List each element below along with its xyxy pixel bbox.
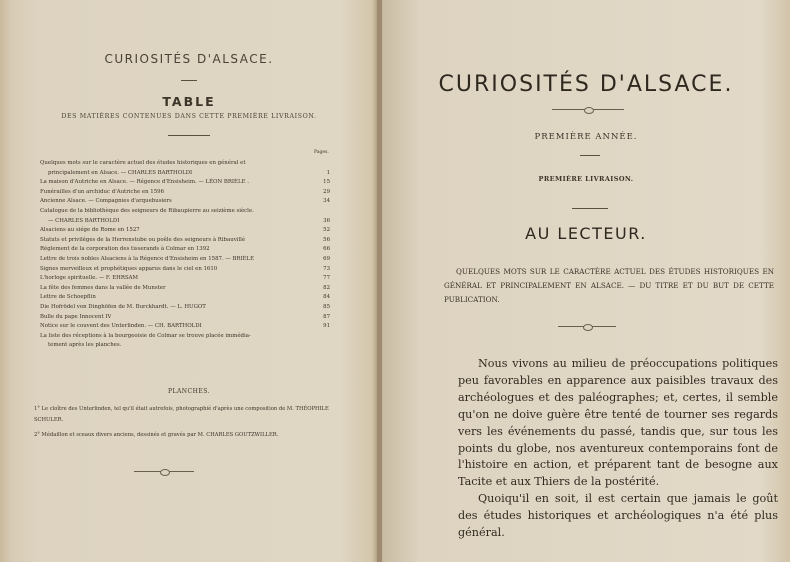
short-rule <box>580 155 600 156</box>
pages-column-label: Pages. <box>314 150 329 155</box>
toc-entry-title: La fête des femmes dans la vallée de Munster <box>40 284 166 291</box>
divider-rule <box>572 208 608 209</box>
toc-entry-page: 52 <box>323 227 330 234</box>
body-text <box>458 356 778 542</box>
toc-entry-page: 84 <box>323 294 330 301</box>
toc-entry <box>40 236 330 246</box>
toc-entry <box>40 217 330 227</box>
toc-entry-page: 87 <box>323 313 330 320</box>
toc-entry <box>40 265 330 275</box>
toc-entry <box>40 159 330 169</box>
section-heading: AU LECTEUR. <box>525 224 647 243</box>
table-subtitle: DES MATIÈRES CONTENUES DANS CETTE PREMIÈRE LIVRAISON. <box>61 113 317 120</box>
left-page <box>0 0 378 562</box>
year-line: PREMIÈRE ANNÉE. <box>534 132 638 142</box>
divider-rule <box>168 135 210 136</box>
toc-entry <box>40 274 330 284</box>
toc-entry-title: La liste des réceptions à la bourgeoisie de Colmar se trouve placée immédia- <box>40 332 251 339</box>
toc-entry <box>40 207 330 217</box>
toc-entry <box>40 197 330 207</box>
toc-entry-page: 82 <box>323 284 330 291</box>
toc-entry-title: Signes merveilleux et prophétiques apparus dans le ciel en 1610 <box>40 265 218 272</box>
toc-entry-page: 77 <box>323 275 330 282</box>
toc-entry-title: Catalogue de la bibliothèque des seigneurs de Ribaupierre au seizième siècle. <box>40 207 254 214</box>
planche-item: 2° Médaillon et sceaux divers anciens, dessinés et gravés par M. CHARLES GOUTZWILLER. <box>34 432 279 438</box>
toc-entry-title: Alsaciens au siége de Rome en 1527 <box>40 227 140 234</box>
toc-entry-title: L'horloge spirituelle. — F. EHRSAM <box>40 275 139 282</box>
ornament-divider <box>552 107 624 113</box>
toc-entry-page: 91 <box>323 323 330 330</box>
toc-entry <box>40 178 330 188</box>
toc-entry-page: 34 <box>323 198 330 205</box>
journal-title: CURIOSITÉS D'ALSACE. <box>438 72 734 97</box>
toc-entry <box>40 226 330 236</box>
planche-item: 1° Le cloître des Unterlinden, tel qu'il était autrefois, photographié d'après une composition de M. THÉOPHILE SCHULER. <box>34 406 329 423</box>
toc-entry-title: — CHARLES BARTHOLDI <box>48 217 120 224</box>
toc-entry-title: Lettre de Schoepflin <box>40 294 96 301</box>
toc-entry-page: 1 <box>326 169 330 176</box>
toc-entry <box>40 284 330 294</box>
toc-entry <box>40 303 330 313</box>
toc-entry-page: 15 <box>323 179 330 186</box>
paragraph: Quoiqu'il en soit, il est certain que jamais le goût des études historiques et archéologiques n'a été plus général. <box>458 492 778 540</box>
toc-entry-page: 56 <box>323 236 330 243</box>
summary-text: QUELQUES MOTS SUR LE CARACTÈRE ACTUEL DES ÉTUDES HISTORIQUES EN GÉNÉRAL ET PRINCIPALEMENT EN ALSACE. — DU TITRE ET DU BUT DE CETTE PUBLICATION. <box>444 267 774 304</box>
toc-entry-page: 73 <box>323 265 330 272</box>
toc-entry <box>40 245 330 255</box>
planches-title: PLANCHES. <box>167 388 211 395</box>
ornament-divider <box>558 324 616 330</box>
running-head: CURIOSITÉS D'ALSACE. <box>104 52 274 66</box>
toc-entry-title: Statuts et priviléges de la Herrenstube ou poêle des seigneurs à Ribauvillé <box>40 236 246 243</box>
table-title: TABLE <box>162 94 216 109</box>
toc-entry-page: 85 <box>323 303 330 310</box>
ornament-divider <box>134 469 194 475</box>
chapter-summary <box>444 265 774 307</box>
short-rule <box>181 80 197 81</box>
toc-entry <box>40 255 330 265</box>
toc-entry <box>40 313 330 323</box>
issue-line: PREMIÈRE LIVRAISON. <box>538 175 634 183</box>
toc-entry-page: 69 <box>323 255 330 262</box>
right-page <box>382 0 790 562</box>
toc-entry-page: 66 <box>323 246 330 253</box>
toc-entry-title: Lettre de trois nobles Alsaciens à la Régence d'Ensisheim en 1587. — BRIÈLE <box>40 255 255 262</box>
toc-entry-title: tement après les planches. <box>48 342 122 349</box>
toc-entry <box>40 293 330 303</box>
toc-entry <box>40 188 330 198</box>
toc-entry <box>40 169 330 179</box>
toc-entry-title: Règlement de la corporation des tisserands à Colmar en 1392 <box>40 246 210 253</box>
toc-entry-title: Die Hofrödel von Dinghöfen de M. Burckhardt. — L. HUGOT <box>40 303 206 310</box>
toc-entry-title: Funérailles d'un archiduc d'Autriche en 1596 <box>40 188 165 195</box>
toc-entry-page: 36 <box>323 217 330 224</box>
toc-entry <box>40 332 330 342</box>
toc-entry <box>40 341 330 351</box>
toc-entry-title: principalement en Alsace. — CHARLES BARTHOLDI <box>48 169 193 176</box>
toc-entry-page: 29 <box>323 188 330 195</box>
toc-entry-title: Bulle du pape Innocent IV <box>40 313 112 320</box>
toc-entry <box>40 322 330 332</box>
toc-entry-title: Quelques mots sur le caractère actuel des études historiques en général et <box>40 160 246 166</box>
paragraph: Nous vivons au milieu de préoccupations politiques peu favorables en apparence aux paisibles travaux des archéologues et des paléographes; et, certes, il semble qu'on ne doive guère être tenté de tourner ses regards vers les événements du passé, tandis que, sur tous les points du globe, nos aventureux contemporains font de l'histoire en action, et préparent tant de besogne aux Tacite et aux Thiers de la postérité. <box>458 357 778 489</box>
toc-entry-title: Notice sur le couvent des Unterlinden. — CH. BARTHOLDI <box>40 323 202 330</box>
toc-entry-title: Ancienne Alsace. — Compagnies d'arquebusiers <box>40 198 172 205</box>
toc-entry-title: La maison d'Autriche en Alsace. — Régence d'Ensisheim. — LÉON BRIÈLE . <box>40 179 249 186</box>
table-of-contents <box>40 159 330 351</box>
